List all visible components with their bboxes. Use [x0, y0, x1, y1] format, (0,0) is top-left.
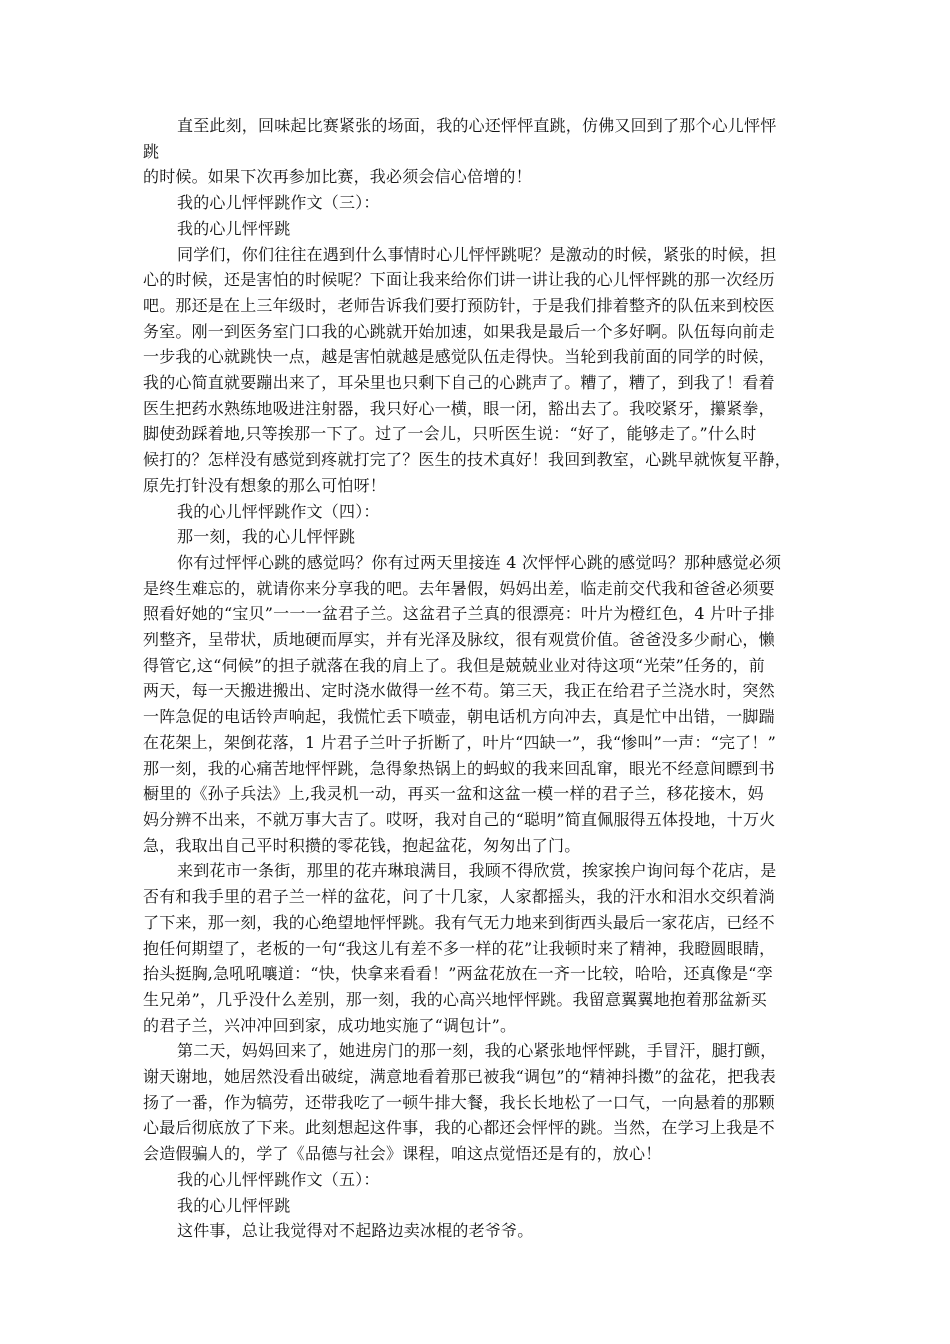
text-line: 我的心儿怦怦跳 — [177, 1195, 291, 1215]
text-line: 跳 — [143, 141, 160, 161]
text-line: 脚使劲踩着地,只等挨那一下了。过了一会儿，只听医生说：“好了，能够走了。”什么时 — [143, 424, 757, 444]
text-line: 我的心简直就要蹦出来了，耳朵里也只剩下自己的心跳声了。糟了，糟了，到我了！看着 — [143, 373, 775, 393]
text-line: 否有和我手里的君子兰一样的盆花，问了十几家，人家都摇头，我的汗水和泪水交织着淌 — [143, 887, 775, 907]
text-line: 你有过怦怦心跳的感觉吗？你有过两天里接连 4 次怦怦心跳的感觉吗？那种感觉必须 — [177, 552, 782, 572]
text-line: 候打的？怎样没有感觉到疼就打完了？医生的技术真好！我回到教室，心跳早就恢复平静， — [143, 450, 792, 470]
text-line: 直至此刻，回味起比赛紧张的场面，我的心还怦怦直跳，仿佛又回到了那个心儿怦怦 — [177, 116, 777, 135]
text-line: 那一刻，我的心痛苦地怦怦跳，急得象热锅上的蚂蚁的我来回乱窜，眼光不经意间瞟到书 — [143, 758, 775, 778]
text-line: 来到花市一条街，那里的花卉琳琅满目，我顾不得欣赏，挨家挨户询问每个花店，是 — [177, 861, 777, 881]
text-line: 心最后彻底放了下来。此刻想起这件事，我的心都还会怦怦的跳。当然，在学习上我是不 — [143, 1118, 775, 1138]
text-line: 务室。刚一到医务室门口我的心跳就开始加速，如果我是最后一个多好啊。队伍每向前走 — [143, 321, 775, 341]
text-line: 生兄弟”，几乎没什么差别，那一刻，我的心高兴地怦怦跳。我留意翼翼地抱着那盆新买 — [143, 989, 767, 1009]
text-line: 我的心儿怦怦跳作文（五）： — [177, 1169, 380, 1189]
text-line: 抬头挺胸,急吼吼嚷道：“快，快拿来看看！”两盆花放在一齐一比较，哈哈，还真像是“孪 — [143, 964, 773, 984]
text-line: 的时候。如果下次再参加比赛，我必须会信心倍增的！ — [143, 167, 532, 187]
text-line: 医生把药水熟练地吸进注射器，我只好心一横，眼一闭，豁出去了。我咬紧牙，攥紧拳， — [143, 398, 775, 418]
text-line: 我的心儿怦怦跳作文（三）： — [177, 193, 380, 213]
text-line: 扬了一番，作为犒劳，还带我吃了一顿牛排大餐，我长长地松了一口气，一向悬着的那颗 — [143, 1092, 775, 1112]
text-line: 两天，每一天搬进搬出、定时浇水做得一丝不苟。第三天，我正在给君子兰浇水时，突然 — [143, 681, 775, 701]
document-body — [143, 113, 819, 1244]
text-line: 在花架上，架倒花落，1 片君子兰叶子折断了，叶片“四缺一”，我“惨叫”一声：“完了！” — [143, 732, 776, 752]
text-line: 吧。那还是在上三年级时，老师告诉我们要打预防针，于是我们排着整齐的队伍来到校医 — [143, 295, 775, 315]
text-line: 一阵急促的电话铃声响起，我慌忙丢下喷壶，朝电话机方向冲去，真是忙中出错，一脚踹 — [143, 707, 775, 727]
text-line: 列整齐，呈带状，质地硬而厚实，并有光泽及脉纹，很有观赏价值。爸爸没多少耐心，懒 — [143, 630, 775, 650]
text-line: 同学们，你们往往在遇到什么事情时心儿怦怦跳呢？是激动的时候，紧张的时候，担 — [177, 244, 777, 264]
text-line: 了下来，那一刻，我的心绝望地怦怦跳。我有气无力地来到街西头最后一家花店，已经不 — [143, 912, 775, 932]
text-line: 一步我的心就跳快一点，越是害怕就越是感觉队伍走得快。当轮到我前面的同学的时候， — [143, 347, 775, 367]
text-line: 我的心儿怦怦跳 — [177, 218, 291, 238]
text-line: 第二天，妈妈回来了，她进房门的那一刻，我的心紧张地怦怦跳，手冒汗，腿打颤， — [177, 1041, 777, 1061]
text-line: 心的时候，还是害怕的时候呢？下面让我来给你们讲一讲让我的心儿怦怦跳的那一次经历 — [143, 270, 775, 290]
text-line: 是终生难忘的，就请你来分享我的吧。去年暑假，妈妈出差，临走前交代我和爸爸必须要 — [143, 578, 775, 598]
text-line: 得管它,这“伺候”的担子就落在我的肩上了。我但是兢兢业业对待这项“光荣”任务的，前 — [143, 655, 766, 675]
text-line: 原先打针没有想象的那么可怕呀！ — [143, 475, 387, 495]
text-line: 的君子兰，兴冲冲回到家，成功地实施了“调包计”。 — [143, 1015, 517, 1035]
text-line: 这件事，总让我觉得对不起路边卖冰棍的老爷爷。 — [177, 1221, 534, 1241]
text-line: 照看好她的“宝贝”一一一盆君子兰。这盆君子兰真的很漂亮：叶片为橙红色，4 片叶子排 — [143, 604, 775, 624]
text-line: 橱里的《孙子兵法》上,我灵机一动，再买一盆和这盆一模一样的君子兰，移花接木，妈 — [143, 784, 764, 804]
text-line: 谢天谢地，她居然没看出破绽，满意地看着那已被我“调包”的“精神抖擞”的盆花，把我表 — [143, 1067, 776, 1087]
text-line: 我的心儿怦怦跳作文（四）： — [177, 501, 380, 521]
text-line: 会造假骗人的，学了《品德与社会》课程，咱这点觉悟还是有的，放心！ — [143, 1144, 662, 1164]
text-line: 急，我取出自己平时积攒的零花钱，抱起盆花，匆匆出了门。 — [143, 835, 581, 855]
text-line: 妈分辨不出来，不就万事大吉了。哎呀，我对自己的“聪明”简直佩服得五体投地，十万火 — [143, 809, 776, 829]
text-line: 抱任何期望了，老板的一句“我这儿有差不多一样的花”让我顿时来了精神，我瞪圆眼睛， — [143, 938, 776, 958]
text-line: 那一刻，我的心儿怦怦跳 — [177, 527, 356, 547]
